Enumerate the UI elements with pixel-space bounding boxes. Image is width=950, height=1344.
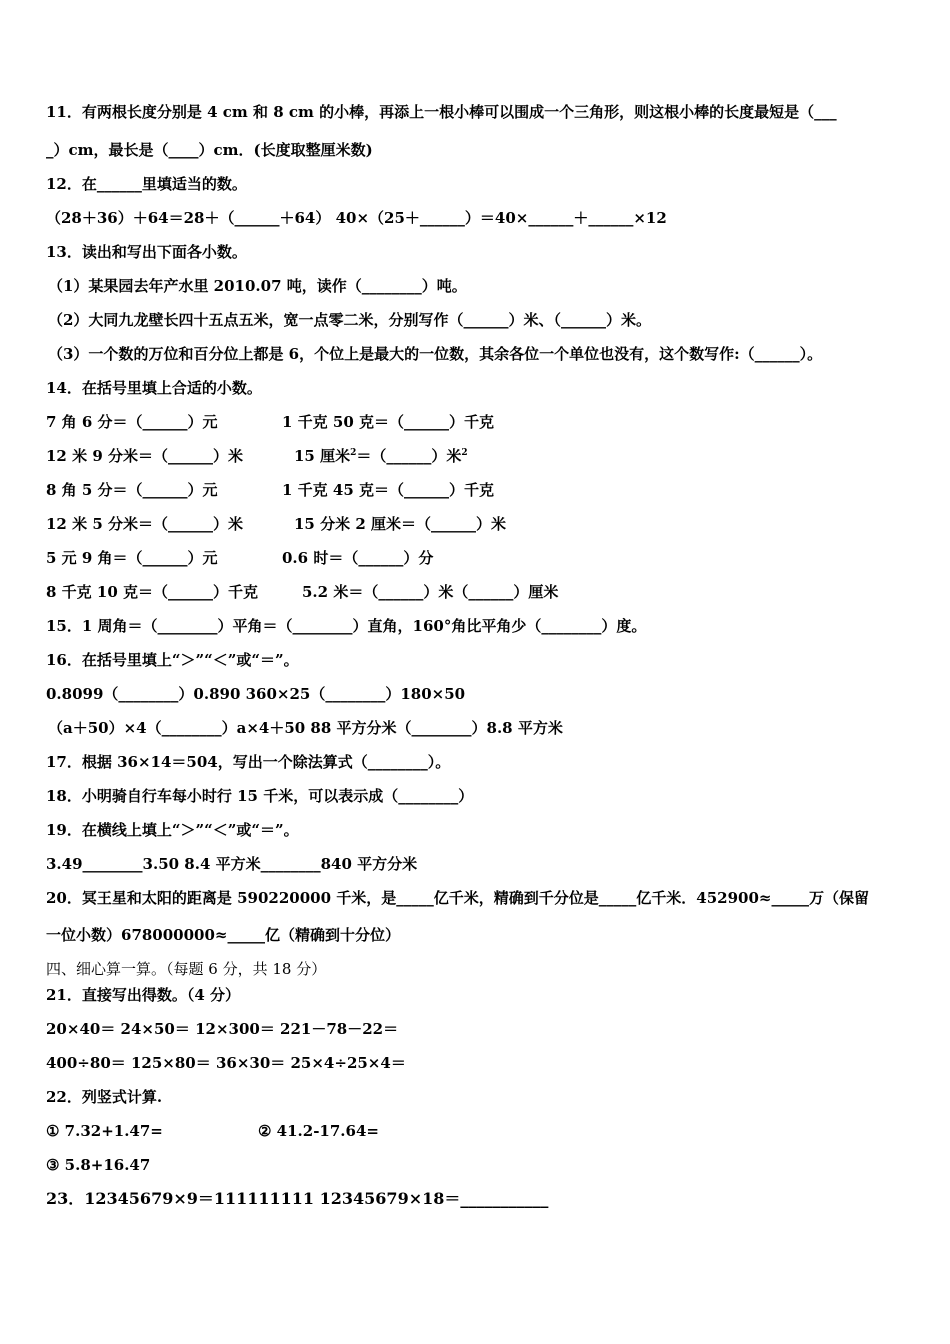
q11-line-1: 11．有两根长度分别是 4 cm 和 8 cm 的小棒，再添上一根小棒可以围成一个三角形，则这根小棒的长度最短是（___	[46, 103, 837, 121]
q14-row-right: 15 分米 2 厘米＝（______）米	[294, 515, 506, 533]
q14-row-right: 5.2 米＝（______）米（______）厘米	[302, 583, 559, 601]
q14-row-right-b: ＝（______）米	[356, 447, 462, 465]
q23: 23．12345679×9＝111111111 12345679×18＝___________	[46, 1189, 549, 1208]
superscript-2: 2	[350, 448, 357, 458]
q22-item-2: ② 41.2-17.64=	[258, 1122, 379, 1140]
q14-row	[46, 514, 506, 534]
q14-row-left: 8 角 5 分＝（______）元	[46, 481, 218, 499]
q14-row-left: 12 米 9 分米＝（______）米	[46, 447, 243, 465]
q11-line-2: _）cm，最长是（____）cm．(长度取整厘米数)	[46, 141, 373, 159]
q19-title: 19．在横线上填上“＞”“＜”或“＝”。	[46, 821, 299, 839]
q13-title: 13．读出和写出下面各小数。	[46, 243, 247, 261]
q15: 15．1 周角＝（________）平角＝（________）直角，160°角比平角少（________）度。	[46, 617, 647, 635]
q14-row-left: 8 千克 10 克＝（______）千克	[46, 583, 258, 601]
q12-line-1: （28＋36）＋64＝28＋（______＋64） 40×（25＋______）＝40×______＋______×12	[46, 209, 667, 227]
q21-line-1: 20×40＝ 24×50＝ 12×300＝ 221－78－22＝	[46, 1020, 399, 1038]
q13-item-3: （3）一个数的万位和百分位上都是 6，个位上是最大的一位数，其余各位一个单位也没有，这个数写作:（______）。	[48, 345, 823, 363]
q14-title: 14．在括号里填上合适的小数。	[46, 379, 262, 397]
q22-item-1: ① 7.32+1.47=	[46, 1122, 163, 1140]
q22-item-3: ③ 5.8+16.47	[46, 1156, 151, 1174]
q14-row	[46, 480, 494, 500]
q12-title: 12．在______里填适当的数。	[46, 175, 247, 193]
q19-line-1: 3.49________3.50 8.4 平方米________840 平方分米	[46, 855, 418, 873]
q20-line-2: 一位小数）678000000≈_____亿（精确到十分位）	[46, 926, 401, 944]
q16-title: 16．在括号里填上“＞”“＜”或“＝”。	[46, 651, 299, 669]
q17: 17．根据 36×14＝504，写出一个除法算式（________）。	[46, 753, 451, 771]
q13-item-2: （2）大同九龙壁长四十五点五米，宽一点零二米，分别写作（______）米、（______）米。	[48, 311, 651, 329]
section-4-heading: 四、细心算一算。（每题 6 分，共 18 分）	[46, 960, 327, 978]
superscript-2: 2	[461, 448, 468, 458]
q14-row-right	[294, 446, 468, 466]
q22-row-1	[46, 1121, 379, 1141]
q13-item-1: （1）某果园去年产水里 2010.07 吨，读作（________）吨。	[48, 277, 467, 295]
q14-row-right: 1 千克 45 克＝（______）千克	[282, 481, 494, 499]
q20-line-1: 20．冥王星和太阳的距离是 590220000 千米，是_____亿千米，精确到千分位是_____亿千米．452900≈_____万（保留	[46, 889, 869, 907]
q14-row-left: 12 米 5 分米＝（______）米	[46, 515, 243, 533]
q14-row-right-a: 15 厘米	[294, 447, 351, 465]
q14-row	[46, 412, 494, 432]
q14-row	[46, 582, 559, 602]
q21-line-2: 400÷80＝ 125×80＝ 36×30＝ 25×4÷25×4＝	[46, 1054, 406, 1072]
q14-row-left: 5 元 9 角＝（______）元	[46, 549, 218, 567]
q21-title: 21．直接写出得数。（4 分）	[46, 986, 241, 1004]
q16-line-2: （a＋50）×4（________）a×4＋50 88 平方分米（________）8.8 平方米	[48, 719, 563, 737]
q14-row	[46, 548, 434, 568]
q22-title: 22．列竖式计算.	[46, 1088, 163, 1106]
q16-line-1: 0.8099（________）0.890 360×25（________）180×50	[46, 685, 466, 703]
q14-row-right: 1 千克 50 克＝（______）千克	[282, 413, 494, 431]
q14-row-left: 7 角 6 分＝（______）元	[46, 413, 218, 431]
q18: 18．小明骑自行车每小时行 15 千米，可以表示成（________）	[46, 787, 474, 805]
q14-row-right: 0.6 时＝（______）分	[282, 549, 434, 567]
q14-row	[46, 446, 468, 466]
